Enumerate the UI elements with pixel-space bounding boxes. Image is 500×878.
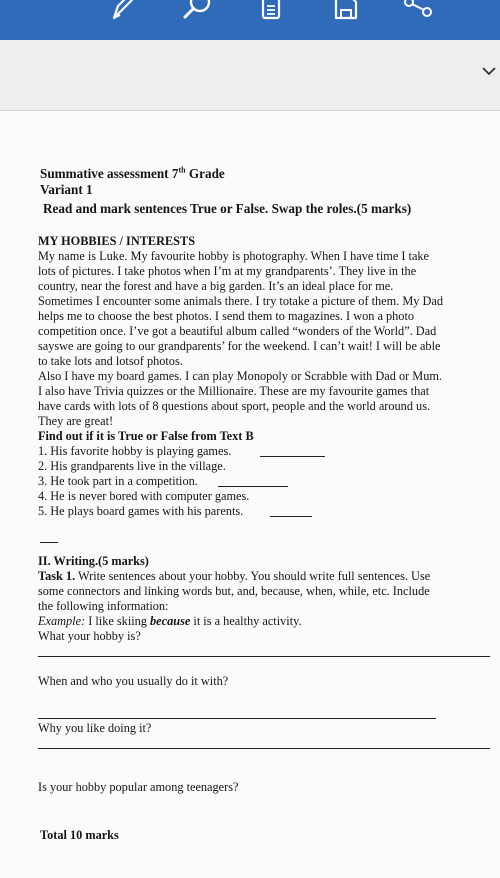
question-popular: Is your hobby popular among teenagers? bbox=[38, 780, 239, 794]
total-marks: Total 10 marks bbox=[40, 828, 119, 842]
tf-item: 3. He took part in a competition. bbox=[38, 474, 198, 488]
task-line-1: Task 1. Write sentences about your hobby. You should write full sentences. Use bbox=[38, 569, 431, 583]
text-line: to take lots and lotsof photos. bbox=[38, 354, 183, 368]
task-line-3: the following information: bbox=[38, 599, 169, 613]
text-line: helps me to choose the best photos. I send them to magazines. I won a photo bbox=[38, 309, 415, 323]
instruction: Read and mark sentences True or False. Swap the roles.(5 marks) bbox=[43, 201, 412, 216]
app-toolbar bbox=[0, 0, 500, 40]
text-line: Also I have my board games. I can play Monopoly or Scrabble with Dad or Mum. bbox=[38, 369, 443, 383]
question-when-who: When and who you usually do it with? bbox=[38, 674, 229, 688]
share-icon[interactable] bbox=[400, 0, 434, 20]
text-line: lots of pictures. I take photos when I’m at my grandparents’. They live in the bbox=[38, 264, 417, 278]
tf-answer-blank[interactable] bbox=[260, 456, 325, 457]
answer-line-3[interactable] bbox=[38, 748, 490, 749]
answer-line-1[interactable] bbox=[38, 656, 490, 657]
document-icon[interactable] bbox=[254, 0, 288, 20]
text-line: They are great! bbox=[38, 414, 114, 428]
text-line: sayswe are going to our grandparents’ for the weekend. I can’t wait! I will be able bbox=[38, 339, 441, 353]
short-rule bbox=[40, 542, 58, 543]
doc-title: Summative assessment 7th Grade bbox=[40, 165, 225, 181]
search-icon[interactable] bbox=[180, 0, 214, 20]
chevron-down-icon[interactable] bbox=[482, 64, 496, 78]
save-icon[interactable] bbox=[328, 0, 362, 20]
tf-heading: Find out if it is True or False from Text B bbox=[38, 429, 254, 443]
tf-item: 2. His grandparents live in the village. bbox=[38, 459, 226, 473]
pencil-icon[interactable] bbox=[104, 0, 138, 20]
tf-answer-blank[interactable] bbox=[270, 516, 312, 517]
tf-answer-blank[interactable] bbox=[218, 486, 288, 487]
text-line: have cards with lots of 8 questions about sport, people and the world around us. bbox=[38, 399, 431, 413]
tf-item: 1. His favorite hobby is playing games. bbox=[38, 444, 232, 458]
writing-heading: II. Writing.(5 marks) bbox=[38, 554, 149, 568]
text-line: Sometimes I encounter some animals there. I try totake a picture of them. My Dad bbox=[38, 294, 443, 308]
text-line: I also have Trivia quizzes or the Millionaire. These are my favourite games that bbox=[38, 384, 430, 398]
answer-line-2[interactable] bbox=[38, 718, 436, 719]
text-line: My name is Luke. My favourite hobby is photography. When I have time I take bbox=[38, 249, 430, 263]
secondary-bar bbox=[0, 40, 500, 111]
question-why: Why you like doing it? bbox=[38, 721, 152, 735]
task-line-2: some connectors and linking words but, and, because, when, while, etc. Include bbox=[38, 584, 430, 598]
tf-item: 5. He plays board games with his parents. bbox=[38, 504, 244, 518]
text-line: country, near the forest and have a big garden. It’s an ideal place for me. bbox=[38, 279, 394, 293]
text-line: competition once. I’ve got a beautiful album called “wonders of the World”. Dad bbox=[38, 324, 437, 338]
tf-item: 4. He is never bored with computer games. bbox=[38, 489, 250, 503]
section-heading: MY HOBBIES / INTERESTS bbox=[38, 234, 196, 248]
example-line: Example: I like skiing because it is a healthy activity. bbox=[38, 614, 302, 628]
task-label: Task 1. bbox=[38, 569, 76, 583]
document-page bbox=[0, 111, 500, 878]
variant-label: Variant 1 bbox=[40, 182, 93, 197]
question-hobby: What your hobby is? bbox=[38, 629, 141, 643]
